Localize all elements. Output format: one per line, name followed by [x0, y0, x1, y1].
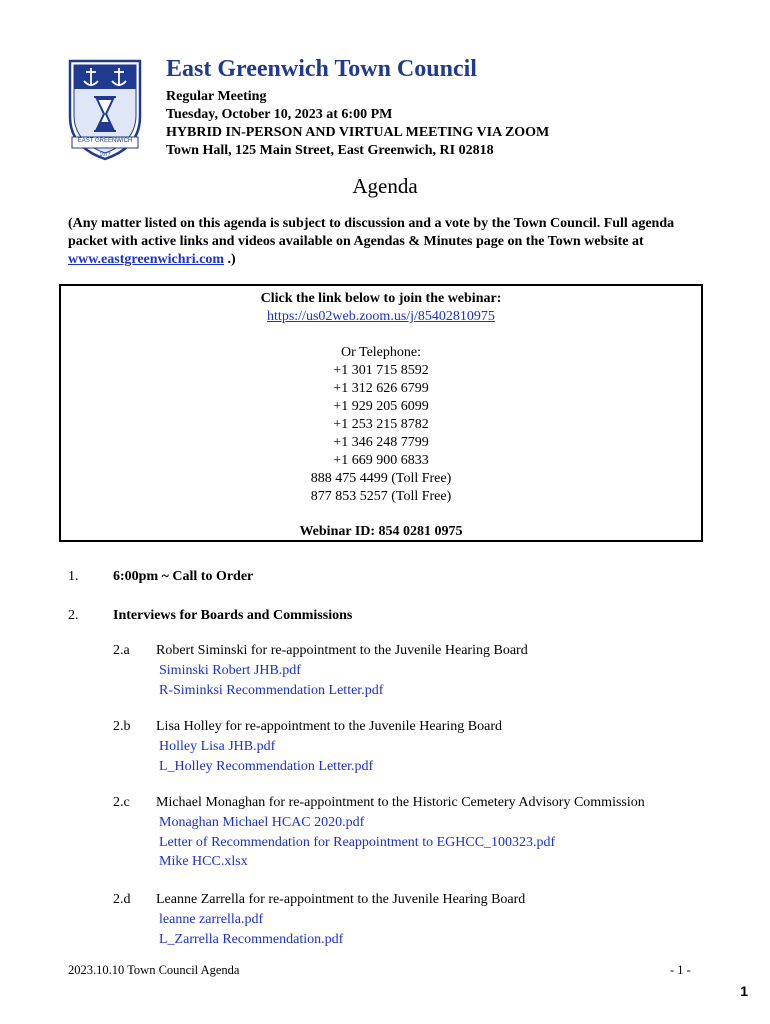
- attachment-link[interactable]: leanne zarrella.pdf: [159, 912, 264, 927]
- phone-number: +1 346 248 7799: [333, 435, 429, 450]
- subitem-number: 2.d: [113, 892, 131, 907]
- phone-number: +1 312 626 6799: [333, 381, 429, 396]
- subitem-number: 2.b: [113, 719, 131, 734]
- zoom-link[interactable]: https://us02web.zoom.us/j/85402810975: [267, 309, 495, 324]
- item-number: 2.: [68, 608, 79, 623]
- meeting-format: HYBRID IN-PERSON AND VIRTUAL MEETING VIA ZOOM: [166, 125, 550, 140]
- attachment-link[interactable]: R-Siminksi Recommendation Letter.pdf: [159, 683, 384, 698]
- attachment-link[interactable]: Siminski Robert JHB.pdf: [159, 663, 301, 678]
- town-seal-logo: [66, 57, 144, 163]
- attachment-link[interactable]: L_Holley Recommendation Letter.pdf: [159, 759, 374, 774]
- meeting-type: Regular Meeting: [166, 89, 267, 104]
- phone-number: +1 669 900 6833: [333, 453, 429, 468]
- phone-number: +1 929 205 6099: [333, 399, 429, 414]
- phone-heading: Or Telephone:: [340, 345, 421, 360]
- seal-year: 1677: [99, 152, 111, 158]
- item-title: 6:00pm ~ Call to Order: [113, 569, 254, 584]
- subitem-title: Michael Monaghan for re-appointment to the Historic Cemetery Advisory Commission: [156, 795, 645, 810]
- meeting-location: Town Hall, 125 Main Street, East Greenwich, RI 02818: [166, 143, 494, 158]
- footer-document-title: 2023.10.10 Town Council Agenda: [68, 963, 240, 977]
- webinar-info-box: [59, 284, 703, 542]
- item-title: Interviews for Boards and Commissions: [113, 608, 353, 623]
- meeting-date: Tuesday, October 10, 2023 at 6:00 PM: [166, 107, 393, 122]
- attachment-link[interactable]: Mike HCC.xlsx: [159, 854, 248, 869]
- item-number: 1.: [68, 569, 79, 584]
- agenda-disclaimer: [68, 215, 708, 269]
- subitem-title: Lisa Holley for re-appointment to the Juvenile Hearing Board: [156, 719, 503, 734]
- subitem-title: Robert Siminski for re-appointment to the Juvenile Hearing Board: [156, 643, 528, 658]
- footer-page-indicator: - 1 -: [670, 963, 691, 977]
- phone-number: 877 853 5257 (Toll Free): [310, 489, 452, 504]
- subitem-title: Leanne Zarrella for re-appointment to the Juvenile Hearing Board: [156, 892, 526, 907]
- attachment-link[interactable]: L_Zarrella Recommendation.pdf: [159, 932, 344, 947]
- attachment-link[interactable]: Monaghan Michael HCAC 2020.pdf: [159, 815, 365, 830]
- phone-number: 888 475 4499 (Toll Free): [310, 471, 452, 486]
- page-title: East Greenwich Town Council: [166, 56, 477, 82]
- webinar-heading: Click the link below to join the webinar:: [260, 291, 502, 306]
- agenda-heading: Agenda: [352, 174, 418, 198]
- phone-number: +1 253 215 8782: [333, 417, 429, 432]
- disclaimer-text: (Any matter listed on this agenda is subject to discussion and a vote by the Town Council. Full agenda packet with active links and videos available on Agendas & Minutes page on the Town website at: [68, 216, 675, 249]
- town-website-link[interactable]: www.eastgreenwichri.com: [68, 252, 225, 267]
- disclaimer-end: .): [224, 252, 236, 267]
- phone-number: +1 301 715 8592: [333, 363, 429, 378]
- subitem-number: 2.c: [113, 795, 130, 810]
- webinar-id: Webinar ID: 854 0281 0975: [299, 524, 463, 539]
- page-number: 1: [740, 983, 748, 999]
- subitem-number: 2.a: [113, 643, 130, 658]
- seal-text: EAST GREENWICH: [77, 138, 133, 144]
- attachment-link[interactable]: Letter of Recommendation for Reappointment to EGHCC_100323.pdf: [159, 835, 556, 850]
- attachment-link[interactable]: Holley Lisa JHB.pdf: [159, 739, 276, 754]
